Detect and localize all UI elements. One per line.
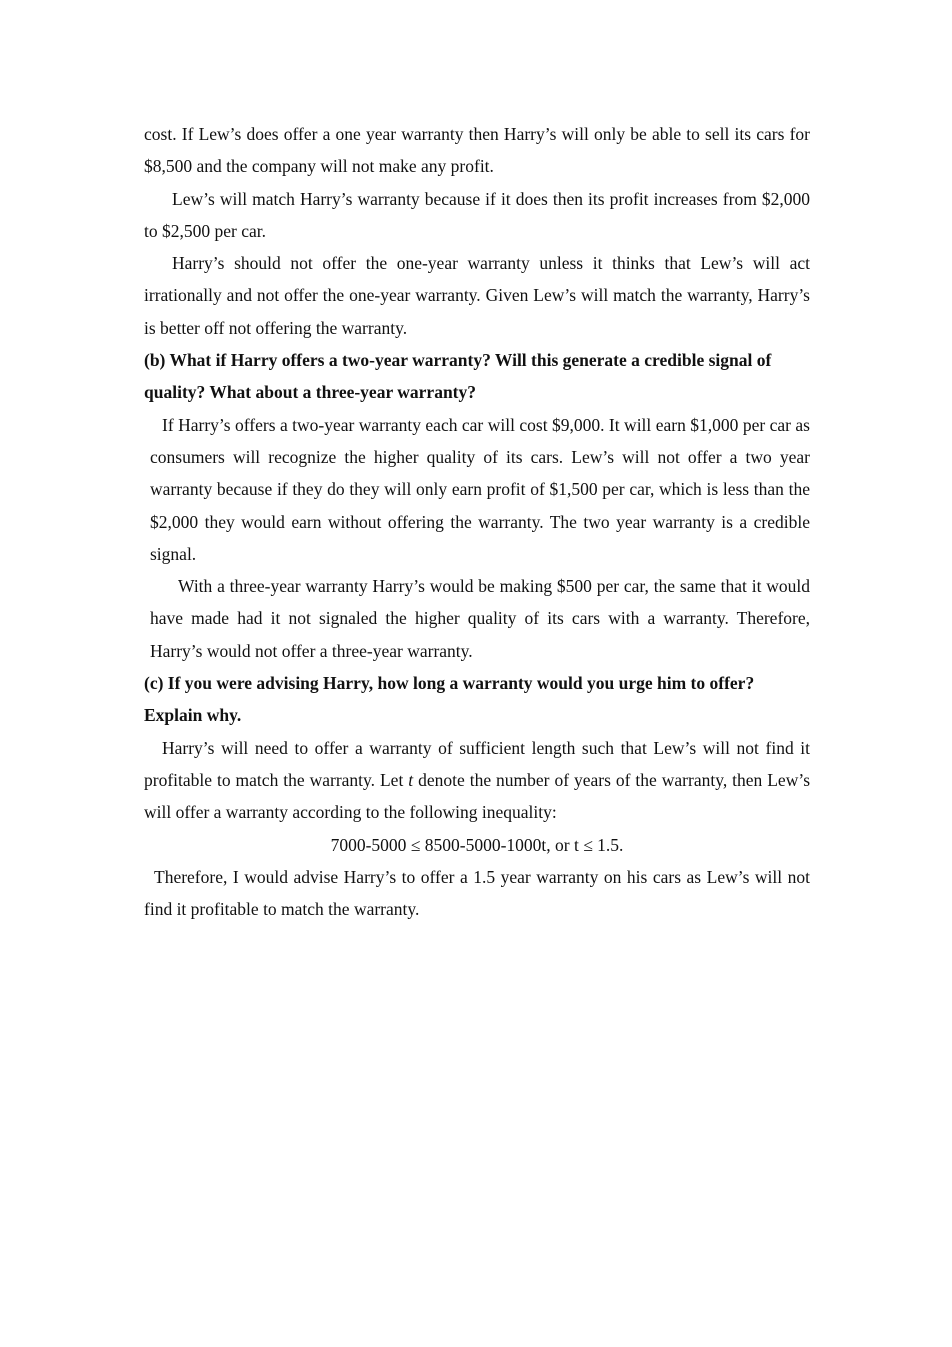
document-page	[144, 118, 810, 925]
paragraph-two-year-warranty: If Harry’s offers a two-year warranty each car will cost $9,000. It will earn $1,000 per car as consumers will recognize the higher quality of its cars. Lew’s will not offer a two year warranty because if they do they will only earn profit of $1,500 per car, which is less than the $2,000 they would earn without offering the warranty. The two year warranty is a credible signal.	[150, 414, 810, 564]
paragraph-three-year-warranty: With a three-year warranty Harry’s would be making $500 per car, the same that it would have made had it not signaled the higher quality of its cars with a warranty. Therefore, Harry’s would not offer a three-year warranty.	[150, 576, 810, 661]
paragraph-sufficient-length-part-a: Harry’s will need to offer a warranty of sufficient length such that Lew’s will not find it profitable to match the warranty. Let	[144, 737, 810, 790]
paragraph-advice-conclusion: Therefore, I would advise Harry’s to offer a 1.5 year warranty on his cars as Lew’s will not find it profitable to match the warranty.	[144, 866, 810, 920]
inequality-equation: 7000-5000 ≤ 8500-5000-1000t, or t ≤ 1.5.	[330, 834, 624, 855]
paragraph-harrys-should-not-offer: Harry’s should not offer the one-year warranty unless it thinks that Lew’s will act irrationally and not offer the one-year warranty. Given Lew’s will match the warranty, Harry’s is better off not offering the warranty.	[144, 253, 810, 338]
question-c: (c) If you were advising Harry, how long a warranty would you urge him to offer? Explain why.	[144, 673, 755, 726]
paragraph-lews-match: Lew’s will match Harry’s warranty because if it does then its profit increases from $2,000 to $2,500 per car.	[144, 188, 810, 241]
paragraph-sufficient-length-part-b: denote the number of years of the warranty, then Lew’s will offer a warranty according to the following inequality:	[144, 769, 811, 823]
question-b: (b) What if Harry offers a two-year warranty? Will this generate a credible signal of quality? What about a three-year warranty?	[144, 350, 772, 403]
paragraph-one-year-warranty-cost: cost. If Lew’s does offer a one year warranty then Harry’s will only be able to sell its cars for $8,500 and the company will not make any profit.	[144, 124, 810, 177]
variable-t: t	[408, 769, 414, 790]
paragraph-sufficient-length	[144, 732, 810, 829]
